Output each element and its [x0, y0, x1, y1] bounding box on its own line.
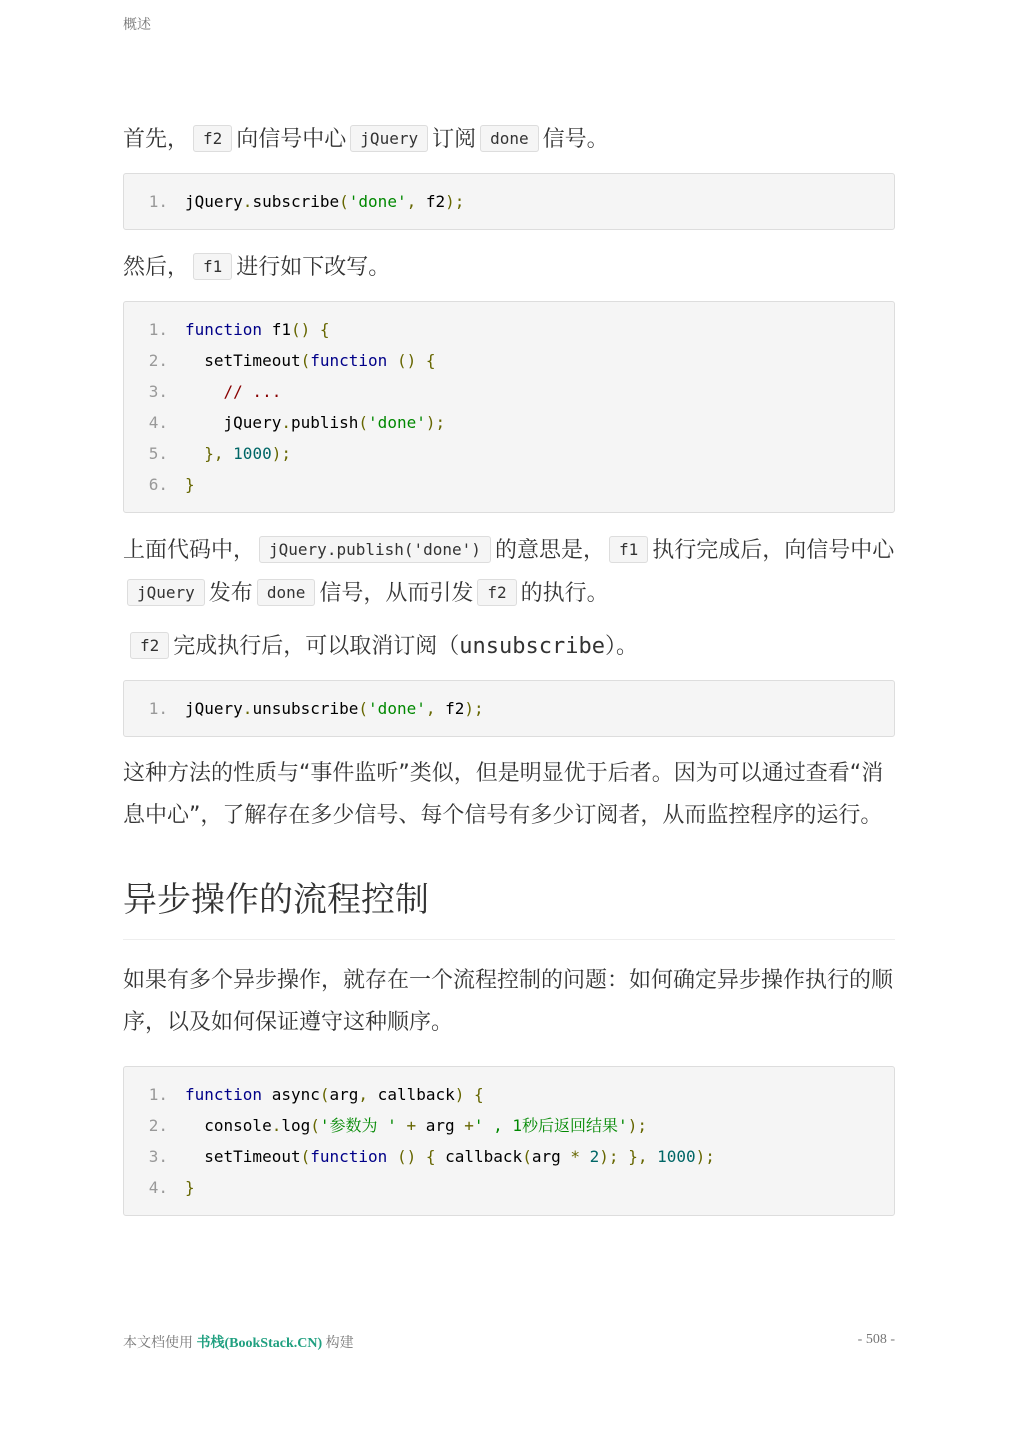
- text: 首先，: [123, 127, 190, 152]
- line-number: 4.: [148, 1178, 168, 1197]
- code-block-unsubscribe: [123, 680, 895, 737]
- code-block-async: [123, 1066, 895, 1216]
- paragraph-then: [123, 246, 895, 289]
- inline-code: f2: [477, 579, 516, 606]
- text: 发布: [208, 581, 253, 606]
- text: 完成执行后，可以取消订阅（: [173, 634, 460, 659]
- code-block-subscribe: [123, 173, 895, 230]
- inline-code: f2: [193, 125, 232, 152]
- inline-code: f1: [609, 536, 648, 563]
- paragraph-explain: [123, 529, 895, 615]
- code-line: 1. function f1() {: [124, 314, 894, 345]
- line-number: 1.: [148, 1085, 168, 1104]
- code-line: 4. jQuery.publish('done');: [124, 407, 894, 438]
- line-number: 1.: [148, 699, 168, 718]
- paragraph-summary: 这种方法的性质与“事件监听”类似，但是明显优于后者。因为可以通过查看“消息中心”，了解存在多少信号、每个信号有多少订阅者，从而监控程序的运行。: [123, 761, 884, 828]
- inline-code: jQuery.publish('done'): [259, 536, 491, 563]
- document-body: [123, 118, 895, 1232]
- line-number: 2.: [148, 1116, 168, 1135]
- line-number: 2.: [148, 351, 168, 370]
- footer-text: 构建: [325, 1336, 354, 1351]
- line-number: 5.: [148, 444, 168, 463]
- code-line: 2. setTimeout(function () {: [124, 345, 894, 376]
- code-block-f1: [123, 301, 895, 513]
- line-number: 6.: [148, 475, 168, 494]
- paragraph-subscribe: [123, 118, 895, 161]
- text: unsubscribe: [459, 634, 605, 659]
- text: 订阅: [432, 127, 477, 152]
- inline-code: done: [480, 125, 539, 152]
- inline-code: f1: [193, 253, 232, 280]
- text: 进行如下改写。: [236, 255, 391, 280]
- code-line: 2. console.log('参数为 ' + arg +' , 1秒后返回结果');: [124, 1110, 894, 1141]
- paragraph-flow-control: 如果有多个异步操作，就存在一个流程控制的问题：如何确定异步操作执行的顺序，以及如何保证遵守这种顺序。: [123, 968, 894, 1035]
- line-number: 3.: [148, 1147, 168, 1166]
- text: 的执行。: [520, 581, 609, 606]
- code-line: 1. function async(arg, callback) {: [124, 1079, 894, 1110]
- page-footer: [123, 1332, 895, 1352]
- line-number: 1.: [148, 192, 168, 211]
- inline-code: f2: [130, 632, 169, 659]
- text: 向信号中心: [236, 127, 347, 152]
- running-header: 概述: [123, 17, 151, 33]
- code-line: 3. // ...: [124, 376, 894, 407]
- text: 上面代码中，: [123, 538, 256, 563]
- code-line: 5. }, 1000);: [124, 438, 894, 469]
- text: 然后，: [123, 255, 190, 280]
- text: 信号，从而引发: [319, 581, 474, 606]
- text: 的意思是，: [494, 538, 605, 563]
- paragraph-unsubscribe: [123, 625, 895, 668]
- section-heading: 异步操作的流程控制: [123, 865, 895, 940]
- code-line: 1. jQuery.subscribe('done', f2);: [124, 186, 894, 217]
- code-line: 4. }: [124, 1172, 894, 1203]
- code-line: 6. }: [124, 469, 894, 500]
- text: 信号。: [542, 127, 609, 152]
- page-number: - 508 -: [857, 1332, 895, 1347]
- inline-code: done: [257, 579, 316, 606]
- text: ）。: [604, 634, 638, 659]
- text: 执行完成后，向信号中心: [652, 538, 895, 563]
- code-line: 3. setTimeout(function () { callback(arg * 2); }, 1000);: [124, 1141, 894, 1172]
- inline-code: jQuery: [127, 579, 205, 606]
- line-number: 4.: [148, 413, 168, 432]
- line-number: 3.: [148, 382, 168, 401]
- code-line: 1. jQuery.unsubscribe('done', f2);: [124, 693, 894, 724]
- footer-text: 本文档使用: [123, 1336, 193, 1351]
- bookstack-link[interactable]: 书栈(BookStack.CN): [196, 1336, 323, 1351]
- inline-code: jQuery: [350, 125, 428, 152]
- line-number: 1.: [148, 320, 168, 339]
